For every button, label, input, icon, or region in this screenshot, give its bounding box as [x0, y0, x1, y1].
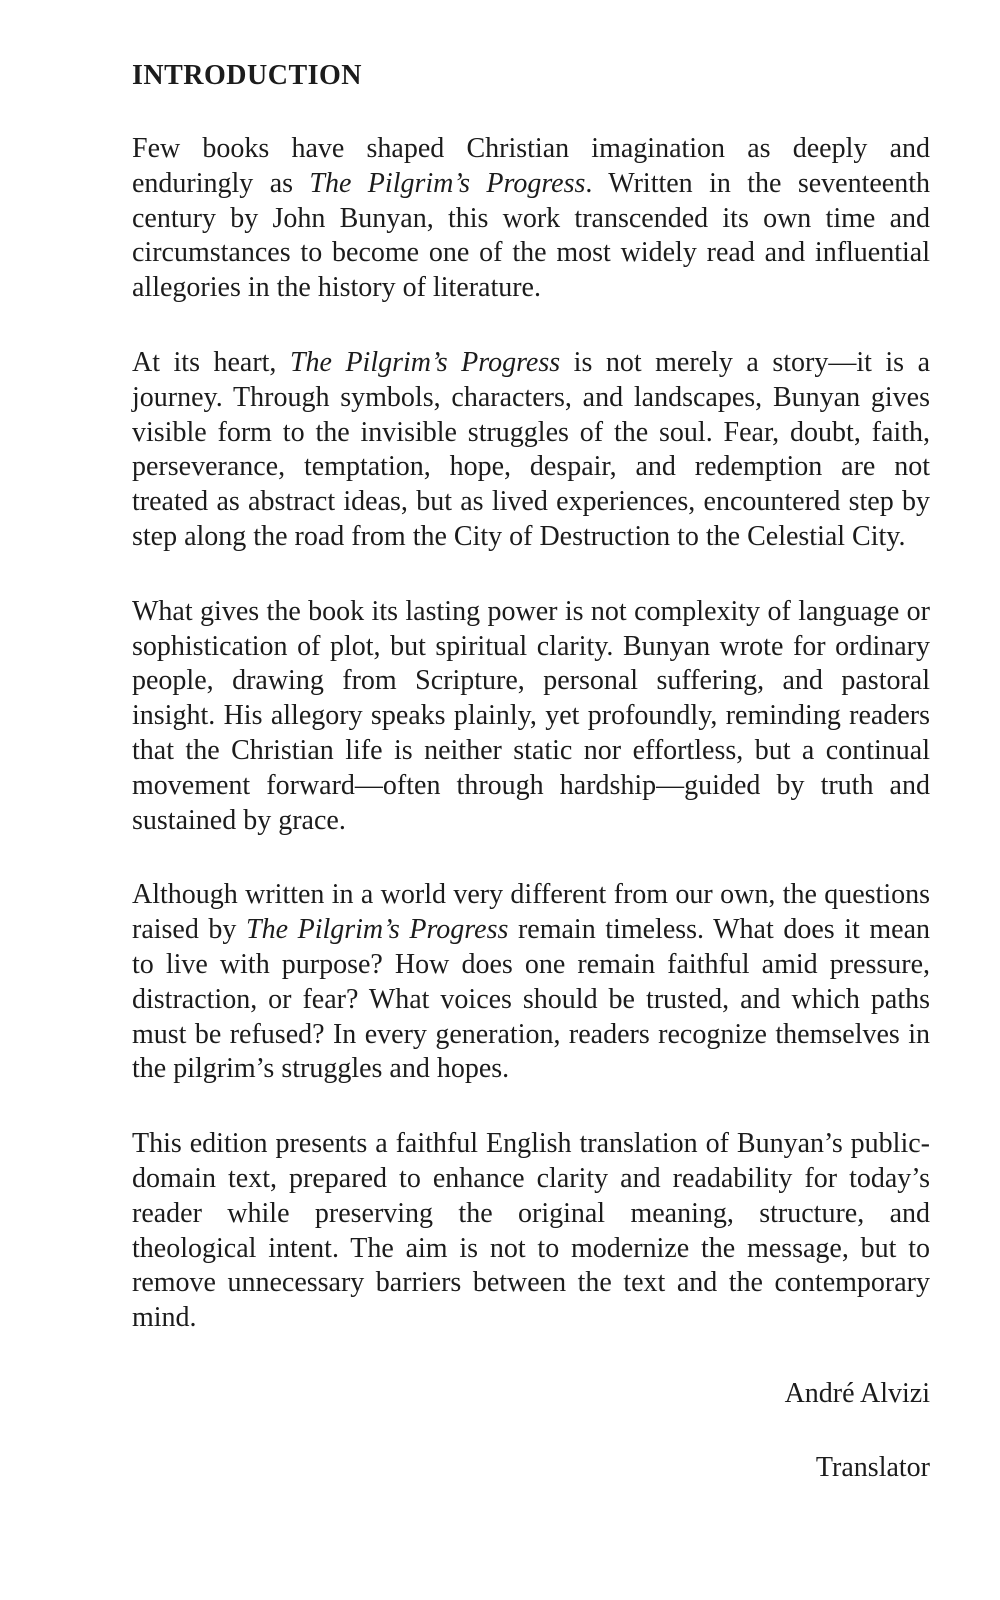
book-title-italic: The Pilgrim’s Progress	[289, 346, 561, 378]
paragraph-1-text-b: . Written in the seventeenth century by John Bunyan, this work transcended its own time and circumstances to become one of the most widely read and influential allegories in the history of literature.	[132, 167, 930, 304]
paragraph-3-text: What gives the book its lasting power is not complexity of language or sophistication of plot, but spiritual clarity. Bunyan wrote for ordinary people, drawing from Scripture, personal suffering, and pastoral insight. His allegory speaks plainly, yet profoundly, reminding readers that the Christian life is neither static nor effortless, but a continual movement forward—often through hardship—guided by truth and sustained by grace.	[132, 595, 930, 836]
paragraph-5	[132, 1127, 930, 1336]
paragraph-3	[132, 595, 930, 839]
paragraph-1	[132, 132, 930, 306]
paragraph-2-text-a: At its heart,	[132, 346, 290, 378]
paragraph-5-text: This edition presents a faithful English translation of Bunyan’s public-domain text, prepared to enhance clarity and readability for today’s reader while preserving the original meaning, structure, and theological intent. The aim is not to modernize the message, but to remove unnecessary barriers between the text and the contemporary mind.	[132, 1128, 930, 1334]
paragraph-2-text-b: is not merely a story—it is a journey. Through symbols, characters, and landscapes, Bunyan gives visible form to the invisible struggles of the soul. Fear, doubt, faith, perseverance, temptation, hope, despair, and redemption are not treated as abstract ideas, but as lived experiences, encountered step by step along the road from the City of Destruction to the Celestial City.	[132, 346, 930, 552]
book-title-italic: The Pilgrim’s Progress	[246, 914, 509, 946]
paragraph-4-text-a: Although written in a world very different from our own, the questions raised by	[132, 879, 930, 946]
book-title-italic: The Pilgrim’s Progress	[309, 167, 586, 199]
paragraph-4	[132, 878, 930, 1087]
document-page	[132, 58, 930, 1486]
paragraph-1-text-a: Few books have shaped Christian imagination as deeply and enduringly as	[132, 133, 930, 199]
page-heading: INTRODUCTION	[132, 60, 363, 91]
paragraph-4-text-b: remain timeless. What does it mean to live with purpose? How does one remain faithful amid pressure, distraction, or fear? What voices should be trusted, and which paths must be refused? In every generation, readers recognize themselves in the pilgrim’s struggles and hopes.	[132, 914, 931, 1085]
signature-name: André Alvizi	[784, 1377, 930, 1409]
signature-role: Translator	[815, 1451, 930, 1483]
paragraph-2	[132, 346, 930, 555]
